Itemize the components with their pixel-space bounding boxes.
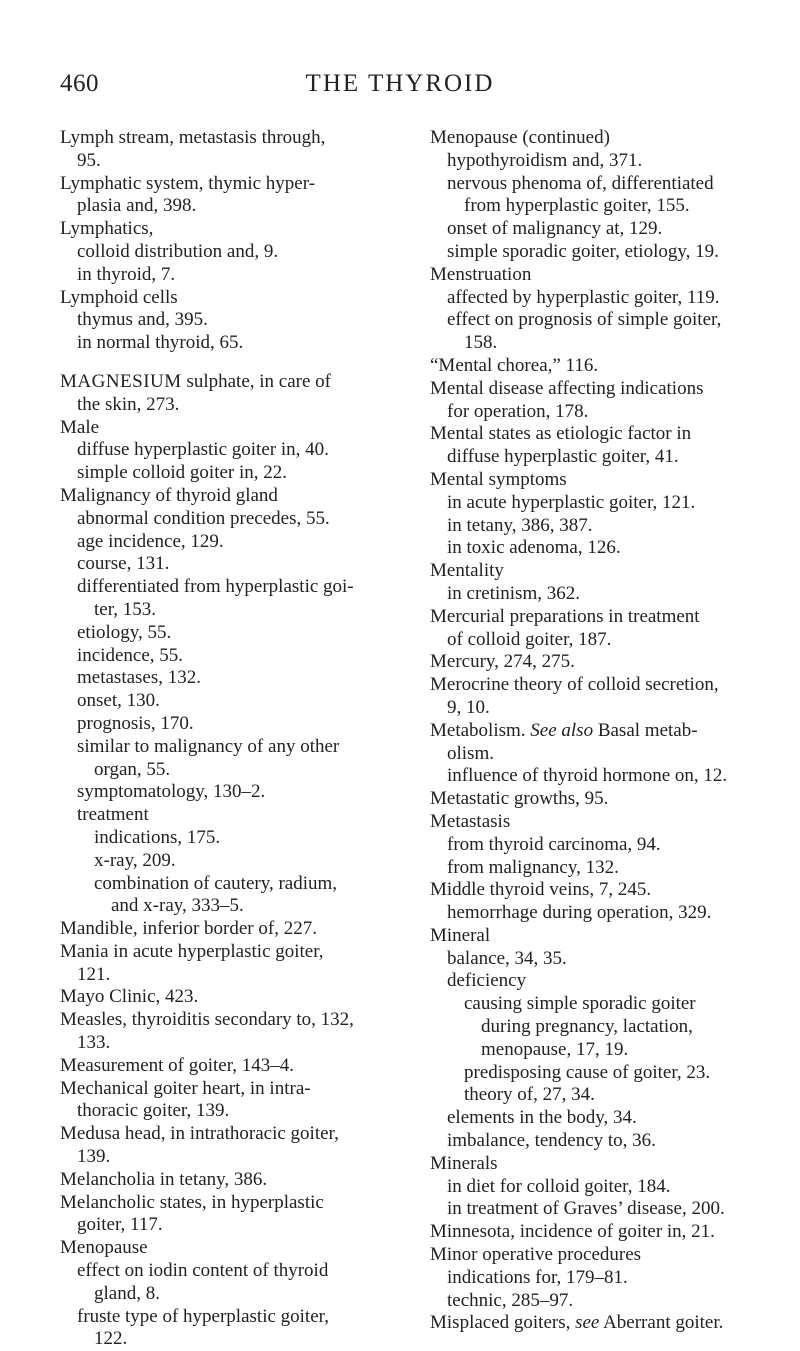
index-subentry: [60, 264, 408, 287]
entry-line: in thyroid, 7.: [77, 263, 176, 285]
entry-line: 95.: [77, 149, 101, 171]
entry-line: Metastasis: [430, 810, 511, 832]
index-subentry: [430, 309, 772, 355]
entry-line: onset of malignancy at, 129.: [447, 218, 663, 240]
index-entry: [430, 469, 772, 492]
entry-line: simple sporadic goiter, etiology, 19.: [447, 240, 719, 262]
entry-line: Menopause (continued): [430, 127, 610, 148]
index-subentry: [430, 1107, 772, 1130]
index-entry: [60, 1169, 408, 1192]
index-subentry: [60, 1306, 408, 1351]
entry-line: Measurement of goiter, 143–4.: [60, 1054, 295, 1076]
index-subentry: [430, 150, 772, 173]
entry-line: elements in the body, 34.: [447, 1107, 637, 1129]
index-entry: [60, 173, 408, 219]
index-subentry: [60, 804, 408, 827]
index-entry: [430, 1312, 772, 1335]
entry-line: Lymph stream, metastasis through,: [60, 127, 326, 148]
entry-line: Mental symptoms: [430, 468, 567, 490]
index-subentry: [430, 173, 772, 219]
index-subentry: [60, 576, 408, 622]
index-subentry: [60, 827, 408, 850]
page-number: 460: [60, 70, 99, 97]
entry-line: metastases, 132.: [77, 667, 202, 689]
index-entry: [430, 1221, 772, 1244]
entry-line: predisposing cause of goiter, 23.: [464, 1061, 711, 1083]
entry-line: 158.: [464, 332, 498, 354]
index-subentry: [430, 1130, 772, 1153]
entry-line: 139.: [77, 1146, 111, 1168]
index-subentry: [430, 241, 772, 264]
entry-line: indications, 175.: [94, 826, 221, 848]
entry-line: Menstruation: [430, 263, 532, 285]
entry-line: Metabolism. See also Basal metab-: [430, 719, 698, 741]
entry-gap: [60, 355, 408, 371]
entry-line: in cretinism, 362.: [447, 582, 580, 604]
entry-line: effect on prognosis of simple goiter,: [447, 309, 722, 331]
index-entry: [60, 127, 408, 173]
entry-line: diffuse hyperplastic goiter, 41.: [447, 446, 679, 468]
index-subentry: [430, 993, 772, 1061]
entry-line: symptomatology, 130–2.: [77, 781, 266, 803]
entry-line: Menopause: [60, 1237, 148, 1259]
index-subentry: [60, 850, 408, 873]
entry-line: Mental disease affecting indications: [430, 377, 704, 399]
entry-line: hemorrhage during operation, 329.: [447, 902, 712, 924]
index-subentry: [60, 508, 408, 531]
entry-line: effect on iodin content of thyroid: [77, 1260, 329, 1282]
entry-line: combination of cautery, radium,: [94, 872, 338, 894]
entry-line: Metastatic growths, 95.: [430, 788, 609, 810]
entry-line: course, 131.: [77, 553, 170, 575]
index-subentry: [430, 537, 772, 560]
index-entry: [430, 651, 772, 674]
entry-line: Mercurial preparations in treatment: [430, 605, 700, 627]
index-subentry: [430, 1198, 772, 1221]
entry-line: etiology, 55.: [77, 621, 172, 643]
index-subentry: [60, 462, 408, 485]
index-entry: [60, 417, 408, 440]
index-entry: [430, 560, 772, 583]
entry-line: in tetany, 386, 387.: [447, 514, 593, 536]
index-entry: [430, 879, 772, 902]
entry-line: influence of thyroid hormone on, 12.: [447, 765, 728, 787]
entry-line: in normal thyroid, 65.: [77, 332, 244, 354]
entry-line: balance, 34, 35.: [447, 947, 567, 969]
entry-line: Mental states as etiologic factor in: [430, 423, 692, 445]
entry-line: Mandible, inferior border of, 227.: [60, 918, 317, 940]
entry-line: fruste type of hyperplastic goiter,: [77, 1305, 329, 1327]
index-entry: [60, 986, 408, 1009]
entry-line: incidence, 55.: [77, 644, 184, 666]
index-column-left: [60, 127, 408, 1351]
entry-line: in treatment of Graves’ disease, 200.: [447, 1198, 725, 1220]
entry-line: in toxic adenoma, 126.: [447, 537, 621, 559]
entry-line: technic, 285–97.: [447, 1289, 574, 1311]
index-subentry: [60, 645, 408, 668]
index-entry: [60, 218, 408, 241]
index-entry: [60, 287, 408, 310]
index-entry: [60, 1078, 408, 1124]
entry-line: Melancholic states, in hyperplastic: [60, 1191, 324, 1213]
index-subentry: [60, 713, 408, 736]
index-subentry: [430, 218, 772, 241]
index-entry: [430, 925, 772, 948]
entry-line: treatment: [77, 804, 149, 826]
index-subentry: [60, 332, 408, 355]
entry-line: affected by hyperplastic goiter, 119.: [447, 286, 720, 308]
entry-line: 122.: [94, 1328, 128, 1350]
entry-line: diffuse hyperplastic goiter in, 40.: [77, 439, 329, 461]
index-entry: [60, 941, 408, 987]
entry-line: indications for, 179–81.: [447, 1266, 628, 1288]
entry-line: from thyroid carcinoma, 94.: [447, 833, 661, 855]
index-subentry: [430, 583, 772, 606]
index-subentry: [430, 1062, 772, 1085]
entry-line: x-ray, 209.: [94, 849, 176, 871]
entry-line: from hyperplastic goiter, 155.: [464, 195, 690, 217]
index-entry: [430, 1244, 772, 1267]
entry-line: Mentality: [430, 560, 504, 582]
index-entry: [60, 1237, 408, 1260]
entry-line: Medusa head, in intrathoracic goiter,: [60, 1123, 339, 1145]
entry-line: age incidence, 129.: [77, 530, 224, 552]
entry-line: thymus and, 395.: [77, 309, 208, 331]
index-entry: [430, 1153, 772, 1176]
entry-line: simple colloid goiter in, 22.: [77, 462, 288, 484]
entry-line: 121.: [77, 963, 111, 985]
index-entry: [60, 1192, 408, 1238]
entry-line: Minnesota, incidence of goiter in, 21.: [430, 1221, 715, 1243]
index-subentry: [60, 667, 408, 690]
index-subentry: [430, 765, 772, 788]
index-subentry: [430, 1267, 772, 1290]
index-subentry: [430, 1176, 772, 1199]
index-subentry: [430, 515, 772, 538]
index-entry: [430, 811, 772, 834]
entry-line: Mercury, 274, 275.: [430, 651, 575, 673]
entry-line: nervous phenoma of, differentiated: [447, 172, 714, 194]
entry-line: causing simple sporadic goiter: [464, 993, 696, 1015]
index-entry: [430, 423, 772, 469]
entry-line: Minerals: [430, 1152, 498, 1174]
index-entry: [60, 918, 408, 941]
index-subentry: [430, 834, 772, 857]
entry-line: Minor operative procedures: [430, 1244, 642, 1266]
entry-line: Mechanical goiter heart, in intra-: [60, 1077, 311, 1099]
index-subentry: [60, 873, 408, 919]
index-entry: [60, 1009, 408, 1055]
index-subentry: [430, 287, 772, 310]
index-subentry: [60, 241, 408, 264]
index-entry: [430, 355, 772, 378]
entry-line: Lymphatics,: [60, 218, 154, 240]
entry-line: Measles, thyroiditis secondary to, 132,: [60, 1009, 354, 1031]
index-entry: [60, 371, 408, 417]
entry-line: hypothyroidism and, 371.: [447, 149, 643, 171]
index-entry: [430, 674, 772, 720]
entry-line: in acute hyperplastic goiter, 121.: [447, 491, 696, 513]
entry-line: theory of, 27, 34.: [464, 1084, 595, 1106]
index-entry: [430, 606, 772, 652]
entry-line: Melancholia in tetany, 386.: [60, 1168, 268, 1190]
index-entry: [430, 378, 772, 424]
entry-line: thoracic goiter, 139.: [77, 1100, 230, 1122]
entry-line: onset, 130.: [77, 690, 160, 712]
entry-line: Malignancy of thyroid gland: [60, 484, 278, 506]
entry-line: Merocrine theory of colloid secretion,: [430, 674, 719, 696]
index-column-right: [430, 127, 772, 1335]
entry-line: 9, 10.: [447, 696, 490, 718]
entry-line: similar to malignancy of any other: [77, 735, 340, 757]
entry-line: Mayo Clinic, 423.: [60, 986, 199, 1008]
index-entry: [60, 1123, 408, 1169]
page-header: [0, 64, 800, 104]
entry-line: deficiency: [447, 970, 527, 992]
entry-line: prognosis, 170.: [77, 712, 194, 734]
entry-line: organ, 55.: [94, 758, 171, 780]
index-subentry: [430, 970, 772, 993]
entry-line: olism.: [447, 742, 494, 764]
entry-line: ter, 153.: [94, 598, 157, 620]
entry-line: Lymphoid cells: [60, 286, 178, 308]
index-subentry: [60, 690, 408, 713]
index-subentry: [60, 1260, 408, 1306]
entry-line: abnormal condition precedes, 55.: [77, 507, 330, 529]
entry-line: imbalance, tendency to, 36.: [447, 1130, 656, 1152]
entry-line: during pregnancy, lactation,: [481, 1016, 693, 1038]
index-entry: [430, 720, 772, 766]
index-subentry: [430, 948, 772, 971]
index-subentry: [430, 1290, 772, 1313]
index-entry: [60, 485, 408, 508]
index-subentry: [430, 1084, 772, 1107]
entry-line: Mania in acute hyperplastic goiter,: [60, 940, 324, 962]
index-subentry: [60, 309, 408, 332]
index-subentry: [430, 857, 772, 880]
entry-line: of colloid goiter, 187.: [447, 628, 612, 650]
entry-line: Middle thyroid veins, 7, 245.: [430, 879, 652, 901]
entry-line: Mineral: [430, 924, 491, 946]
entry-line: colloid distribution and, 9.: [77, 240, 279, 262]
entry-line: goiter, 117.: [77, 1214, 163, 1236]
index-entry: [60, 1055, 408, 1078]
entry-line: Lymphatic system, thymic hyper-: [60, 172, 316, 194]
index-entry: [430, 788, 772, 811]
entry-line: MAGNESIUM sulphate, in care of: [60, 370, 331, 392]
entry-line: the skin, 273.: [77, 393, 180, 415]
index-subentry: [60, 531, 408, 554]
index-subentry: [430, 492, 772, 515]
running-title: THE THYROID: [305, 70, 495, 97]
index-subentry: [60, 439, 408, 462]
entry-line: in diet for colloid goiter, 184.: [447, 1175, 671, 1197]
entry-line: for operation, 178.: [447, 400, 589, 422]
entry-line: differentiated from hyperplastic goi-: [77, 576, 354, 598]
index-subentry: [60, 736, 408, 782]
entry-line: Misplaced goiters, see Aberrant goiter.: [430, 1312, 724, 1334]
index-subentry: [60, 553, 408, 576]
index-entry: [430, 264, 772, 287]
entry-line: Male: [60, 416, 100, 438]
entry-line: from malignancy, 132.: [447, 856, 619, 878]
entry-line: menopause, 17, 19.: [481, 1038, 629, 1060]
index-entry: [430, 127, 772, 150]
index-subentry: [60, 781, 408, 804]
entry-line: plasia and, 398.: [77, 195, 197, 217]
entry-line: and x-ray, 333–5.: [111, 895, 244, 917]
entry-line: 133.: [77, 1032, 111, 1054]
index-subentry: [430, 902, 772, 925]
index-subentry: [60, 622, 408, 645]
entry-line: “Mental chorea,” 116.: [430, 354, 599, 376]
entry-line: gland, 8.: [94, 1282, 160, 1304]
